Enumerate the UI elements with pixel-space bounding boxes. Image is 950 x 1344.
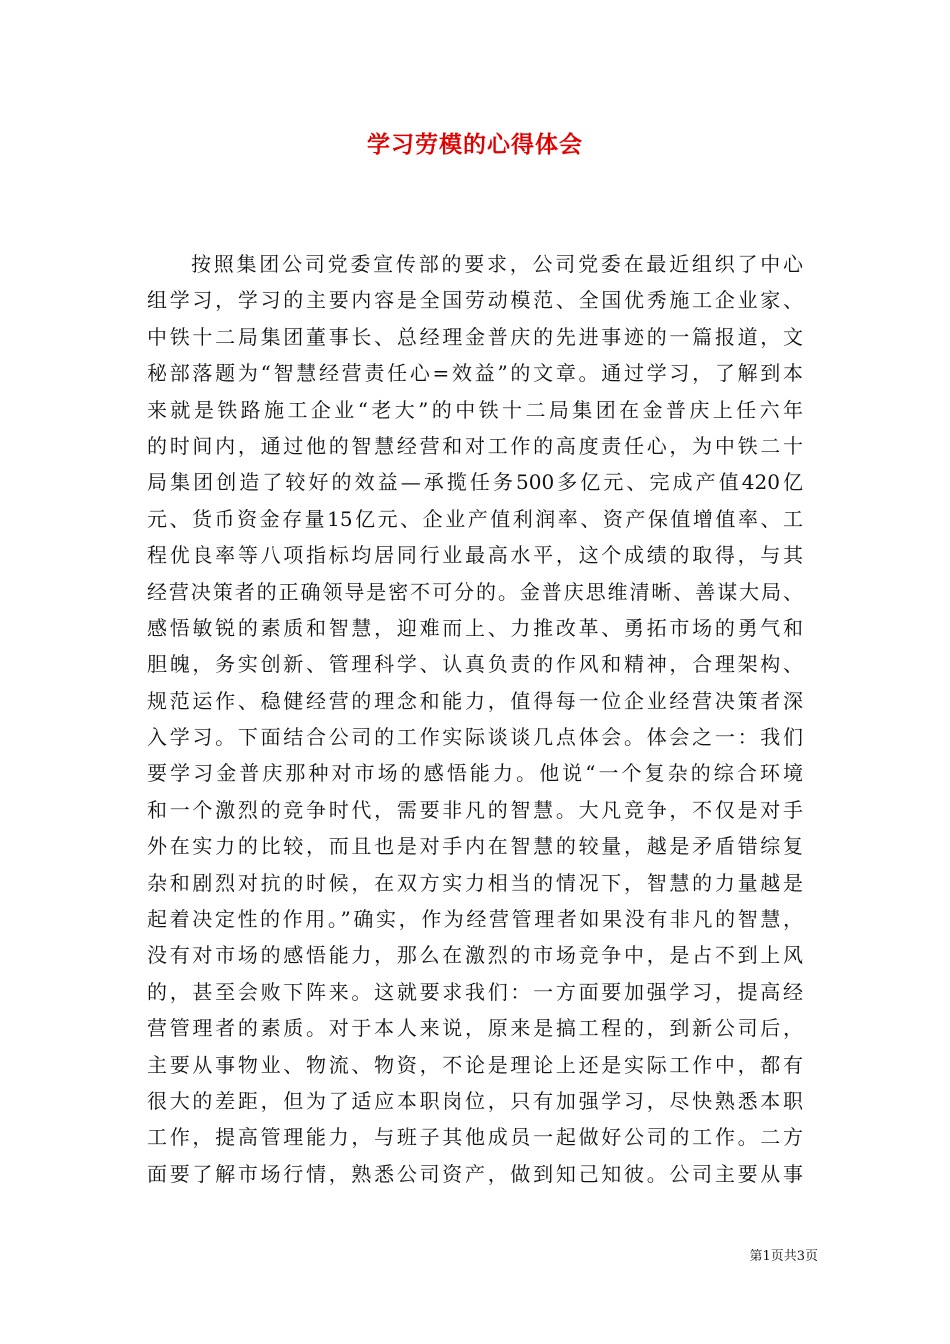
paragraph-line: 外在实力的比较，而且也是对手内在智慧的较量，越是矛盾错综复 <box>147 834 803 859</box>
document-title: 学习劳模的心得体会 <box>367 131 583 158</box>
paragraph-line: 秘部落题为“智慧经营责任心=效益”的文章。通过学习，了解到本 <box>147 361 803 386</box>
paragraph-line: 工作，提高管理能力，与班子其他成员一起做好公司的工作。二方 <box>147 1125 803 1150</box>
paragraph-line: 经营决策者的正确领导是密不可分的。金普庆思维清晰、善谋大局、 <box>147 579 803 604</box>
paragraph-line: 的时间内，通过他的智慧经营和对工作的高度责任心，为中铁二十 <box>147 433 803 458</box>
paragraph-line: 和一个激烈的竞争时代，需要非凡的智慧。大凡竞争，不仅是对手 <box>147 797 803 822</box>
paragraph-line: 组学习，学习的主要内容是全国劳动模范、全国优秀施工企业家、 <box>147 288 803 313</box>
paragraph-line: 胆魄，务实创新、管理科学、认真负责的作风和精神，合理架构、 <box>147 652 803 677</box>
paragraph-line: 主要从事物业、物流、物资，不论是理论上还是实际工作中，都有 <box>147 1052 803 1077</box>
paragraph-line: 起着决定性的作用。”确实，作为经营管理者如果没有非凡的智慧， <box>147 907 803 932</box>
paragraph-line: 的，甚至会败下阵来。这就要求我们：一方面要加强学习，提高经 <box>147 979 803 1004</box>
paragraph-line: 按照集团公司党委宣传部的要求，公司党委在最近组织了中心 <box>191 252 803 276</box>
paragraph-line: 没有对市场的感悟能力，那么在激烈的市场竞争中，是占不到上风 <box>147 943 803 968</box>
paragraph-line: 营管理者的素质。对于本人来说，原来是搞工程的，到新公司后， <box>147 1016 803 1041</box>
paragraph-line: 中铁十二局集团董事长、总经理金普庆的先进事迹的一篇报道，文 <box>147 324 803 349</box>
page-number: 第1页共3页 <box>749 1249 818 1264</box>
paragraph-line: 很大的差距，但为了适应本职岗位，只有加强学习，尽快熟悉本职 <box>147 1088 803 1113</box>
paragraph-line: 规范运作、稳健经营的理念和能力，值得每一位企业经营决策者深 <box>147 688 803 713</box>
paragraph-line: 面要了解市场行情，熟悉公司资产，做到知己知彼。公司主要从事 <box>147 1161 803 1186</box>
paragraph-line: 局集团创造了较好的效益—承揽任务500多亿元、完成产值420亿 <box>147 470 803 495</box>
paragraph-line: 程优良率等八项指标均居同行业最高水平，这个成绩的取得，与其 <box>147 543 803 568</box>
paragraph-line: 感悟敏锐的素质和智慧，迎难而上、力推改革、勇拓市场的勇气和 <box>147 615 803 640</box>
document-body <box>147 246 803 1192</box>
paragraph-line: 要学习金普庆那种对市场的感悟能力。他说“一个复杂的综合环境 <box>147 761 803 786</box>
paragraph-line: 元、货币资金存量15亿元、企业产值利润率、资产保值增值率、工 <box>147 506 803 531</box>
paragraph-line: 来就是铁路施工企业“老大”的中铁十二局集团在金普庆上任六年 <box>147 397 803 422</box>
paragraph-line: 杂和剧烈对抗的时候，在双方实力相当的情况下，智慧的力量越是 <box>147 870 803 895</box>
paragraph-line: 入学习。下面结合公司的工作实际谈谈几点体会。体会之一：我们 <box>147 725 803 750</box>
